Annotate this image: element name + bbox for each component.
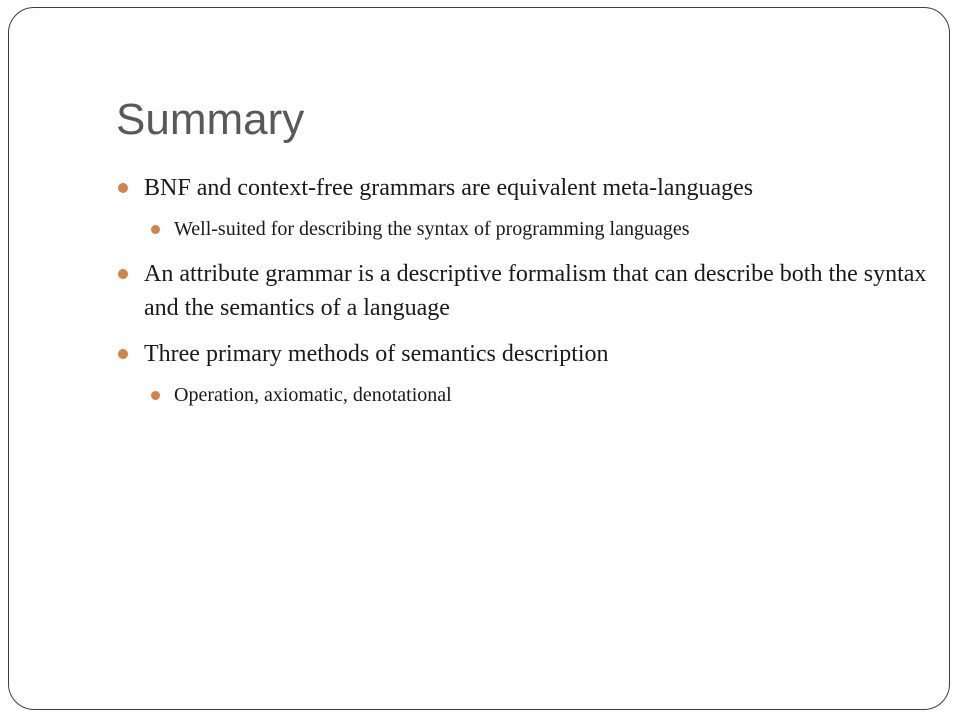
bullet-text: An attribute grammar is a descriptive formalism that can describe both the syntax and the semantics of a language <box>144 261 927 321</box>
slide-frame <box>8 7 950 710</box>
bullet-list <box>116 171 936 423</box>
sub-bullet-item <box>116 381 936 409</box>
bullet-item <box>116 257 936 325</box>
sub-bullet-item <box>116 215 936 243</box>
bullet-text: Three primary methods of semantics description <box>144 341 609 367</box>
bullet-dot-icon <box>118 269 128 279</box>
slide-title: Summary <box>116 95 305 144</box>
bullet-text: BNF and context-free grammars are equivalent meta-languages <box>144 175 754 201</box>
bullet-dot-icon <box>151 391 160 400</box>
bullet-item <box>116 171 936 205</box>
bullet-dot-icon <box>151 225 160 234</box>
sub-bullet-text: Operation, axiomatic, denotational <box>174 384 452 406</box>
bullet-dot-icon <box>118 349 128 359</box>
sub-bullet-text: Well-suited for describing the syntax of programming languages <box>174 218 690 240</box>
bullet-dot-icon <box>118 183 128 193</box>
bullet-item <box>116 337 936 371</box>
